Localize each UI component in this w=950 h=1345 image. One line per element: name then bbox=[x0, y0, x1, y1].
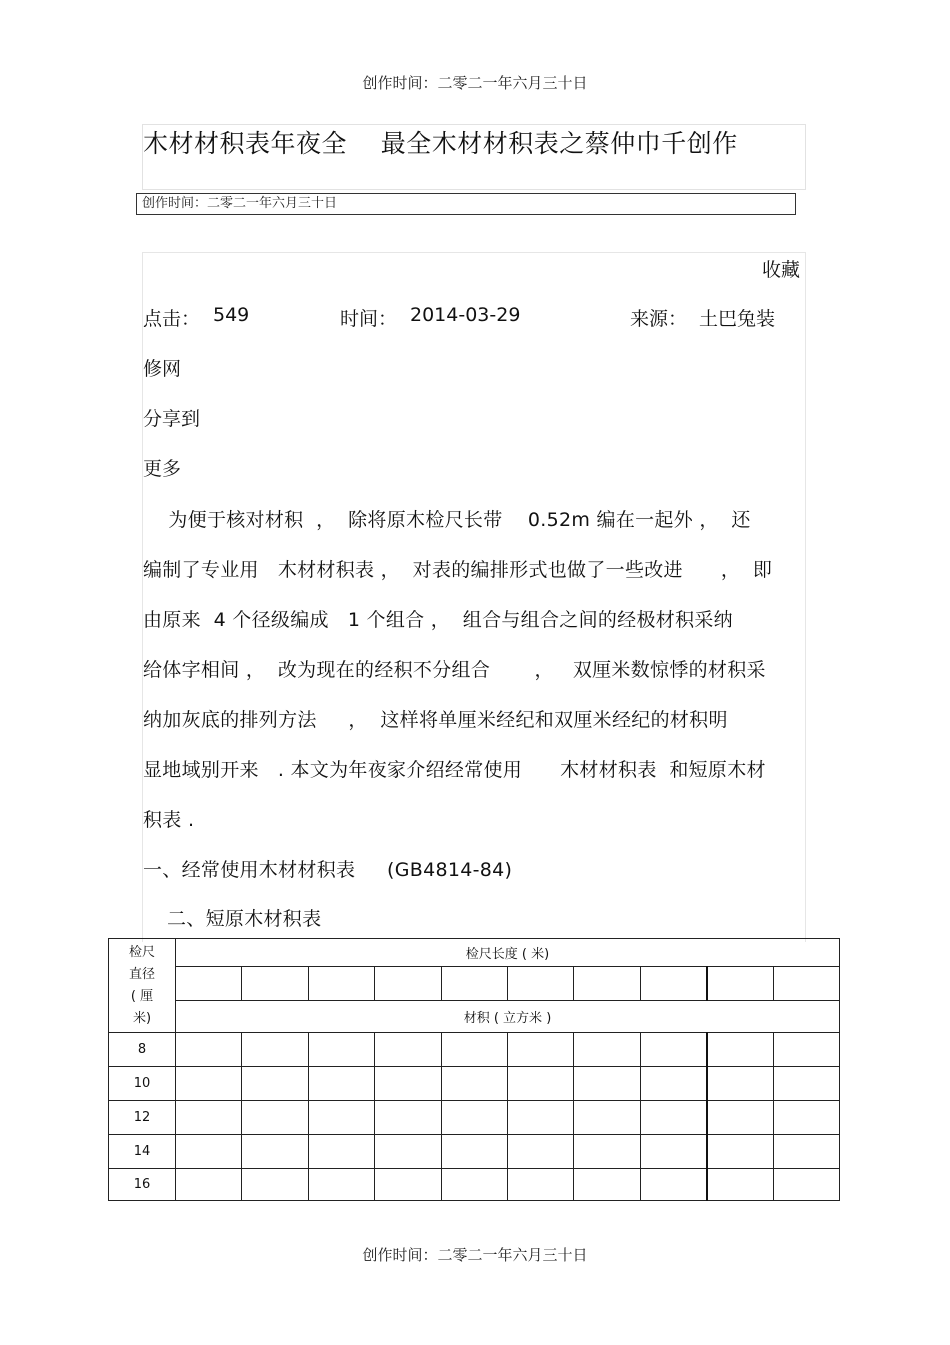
volume-cell bbox=[441, 1101, 507, 1135]
volume-cell bbox=[507, 1169, 573, 1201]
volume-cell bbox=[441, 1135, 507, 1169]
volume-cell bbox=[375, 1101, 441, 1135]
diameter-header-line: 检尺 bbox=[128, 944, 155, 960]
volume-cell bbox=[242, 1067, 308, 1101]
diameter-header-line: ( 厘 bbox=[130, 988, 154, 1004]
volume-cell bbox=[707, 1101, 773, 1135]
volume-table bbox=[108, 938, 840, 1201]
diameter-cell: 8 bbox=[109, 1033, 176, 1067]
volume-cell bbox=[707, 1135, 773, 1169]
diameter-header-line: 米) bbox=[132, 1010, 152, 1026]
section-heading-1: 一、经常使用木材材积表 (GB4814-84) bbox=[143, 859, 513, 881]
volume-cell bbox=[574, 1033, 640, 1067]
volume-header: 材积 ( 立方米 ) bbox=[176, 1001, 840, 1033]
volume-cell bbox=[574, 1101, 640, 1135]
volume-cell bbox=[574, 1135, 640, 1169]
volume-cell bbox=[640, 1169, 706, 1201]
volume-cell bbox=[176, 1169, 242, 1201]
volume-cell bbox=[242, 1101, 308, 1135]
volume-cell bbox=[640, 1067, 706, 1101]
diameter-header bbox=[109, 939, 176, 1033]
paragraph-line: 给体字相间 ， 改为现在的经积不分组合 ， 双厘米数惊悸的材积采 bbox=[143, 659, 766, 681]
length-cell bbox=[375, 967, 441, 1001]
volume-cell bbox=[640, 1101, 706, 1135]
volume-cell bbox=[773, 1101, 839, 1135]
favorite-link[interactable]: 收藏 bbox=[762, 259, 801, 281]
volume-cell bbox=[176, 1135, 242, 1169]
volume-cell bbox=[773, 1033, 839, 1067]
volume-cell bbox=[308, 1067, 374, 1101]
page-footer: 创作时间：二零二一年六月三十日 bbox=[362, 1246, 588, 1264]
volume-cell bbox=[574, 1169, 640, 1201]
volume-cell bbox=[707, 1169, 773, 1201]
volume-cell bbox=[176, 1101, 242, 1135]
diameter-cell: 14 bbox=[109, 1135, 176, 1169]
volume-cell bbox=[707, 1033, 773, 1067]
length-cell bbox=[707, 967, 773, 1001]
paragraph-line: 积表 . bbox=[143, 809, 195, 831]
article-box bbox=[142, 252, 806, 942]
paragraph-line: 显地域别开来 . 本文为年夜家介绍经常使用 木材材积表 和短原木材 bbox=[143, 759, 766, 781]
volume-cell bbox=[773, 1067, 839, 1101]
length-cell bbox=[507, 967, 573, 1001]
source-label: 来源： bbox=[630, 308, 688, 330]
diameter-cell: 16 bbox=[109, 1169, 176, 1201]
volume-cell bbox=[375, 1033, 441, 1067]
volume-cell bbox=[242, 1135, 308, 1169]
paragraph-line: 纳加灰底的排列方法 ， 这样将单厘米经纪和双厘米经纪的材积明 bbox=[143, 709, 728, 731]
length-cell bbox=[308, 967, 374, 1001]
length-header: 检尺长度 ( 米) bbox=[176, 939, 840, 967]
length-cell bbox=[176, 967, 242, 1001]
clicks-label: 点击： bbox=[143, 308, 201, 330]
length-cell bbox=[574, 967, 640, 1001]
volume-cell bbox=[640, 1135, 706, 1169]
volume-cell bbox=[375, 1169, 441, 1201]
volume-cell bbox=[507, 1033, 573, 1067]
source-value-cont[interactable]: 修网 bbox=[143, 358, 182, 380]
volume-cell bbox=[308, 1101, 374, 1135]
length-cell bbox=[773, 967, 839, 1001]
more-link[interactable]: 更多 bbox=[143, 458, 182, 480]
volume-cell bbox=[640, 1033, 706, 1067]
volume-cell bbox=[507, 1067, 573, 1101]
volume-cell bbox=[507, 1101, 573, 1135]
paragraph-line: 编制了专业用 木材材积表 ， 对表的编排形式也做了一些改进 ， 即 bbox=[143, 559, 773, 581]
clicks-value: 549 bbox=[213, 304, 250, 326]
volume-cell bbox=[441, 1033, 507, 1067]
page-title: 木材材积表年夜全 最全木材材积表之蔡仲巾千创作 bbox=[143, 129, 738, 158]
creation-time-box: 创作时间：二零二一年六月三十日 bbox=[136, 193, 796, 215]
volume-cell bbox=[441, 1067, 507, 1101]
share-link[interactable]: 分享到 bbox=[143, 408, 201, 430]
volume-cell bbox=[773, 1169, 839, 1201]
volume-cell bbox=[308, 1033, 374, 1067]
length-cell bbox=[242, 967, 308, 1001]
paragraph-line: 为便于核对材积 ， 除将原木检尺长带 0.52m 编在一起外 ， 还 bbox=[143, 509, 751, 531]
volume-cell bbox=[176, 1033, 242, 1067]
volume-cell bbox=[308, 1169, 374, 1201]
volume-cell bbox=[176, 1067, 242, 1101]
volume-cell bbox=[375, 1067, 441, 1101]
volume-cell bbox=[507, 1135, 573, 1169]
time-label: 时间： bbox=[340, 308, 398, 330]
paragraph-line: 由原来 4 个径级编成 1 个组合 ， 组合与组合之间的经极材积采纳 bbox=[143, 609, 733, 631]
volume-cell bbox=[242, 1033, 308, 1067]
length-cell bbox=[640, 967, 706, 1001]
length-cell bbox=[441, 967, 507, 1001]
diameter-cell: 12 bbox=[109, 1101, 176, 1135]
volume-cell bbox=[574, 1067, 640, 1101]
volume-cell bbox=[441, 1169, 507, 1201]
diameter-cell: 10 bbox=[109, 1067, 176, 1101]
volume-cell bbox=[707, 1067, 773, 1101]
volume-cell bbox=[773, 1135, 839, 1169]
page-header: 创作时间：二零二一年六月三十日 bbox=[362, 74, 588, 92]
time-value: 2014-03-29 bbox=[410, 304, 521, 326]
section-heading-2: 二、短原木材积表 bbox=[167, 908, 322, 930]
source-value[interactable]: 土巴兔装 bbox=[699, 308, 776, 330]
volume-cell bbox=[242, 1169, 308, 1201]
volume-cell bbox=[308, 1135, 374, 1169]
diameter-header-line: 直径 bbox=[128, 966, 155, 982]
volume-cell bbox=[375, 1135, 441, 1169]
